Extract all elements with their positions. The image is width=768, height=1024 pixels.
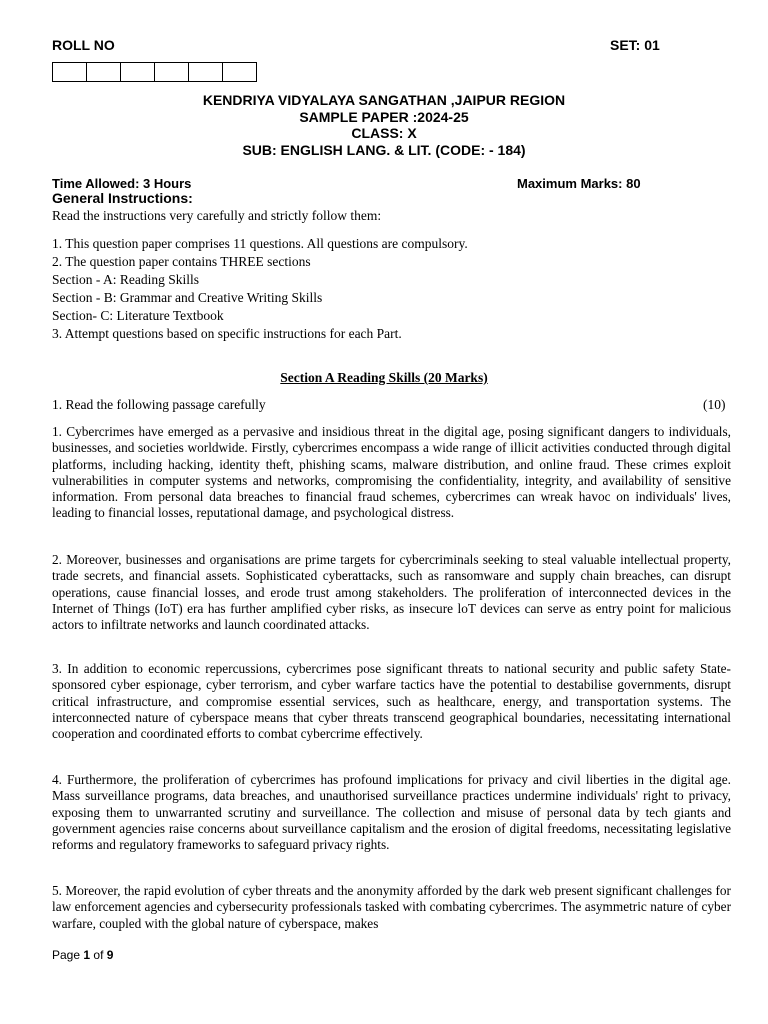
passage-paragraph: 3. In addition to economic repercussions, cybercrimes pose significant threats to national security and public safety State-sponsored cyber espionage, cyber terrorism, and cyber warfare tactics have the potential to destabilise governments, disrupt critical infrastructure, and compromise essential services, such as healthcare, energy, and transportation systems. The interconnected nature of cyberspace means that cyber threats transcend geographical boundaries, necessitating international cooperation and coordinated efforts to combat cybercrime effectively. <box>52 661 731 742</box>
roll-box <box>53 63 87 81</box>
roll-box <box>87 63 121 81</box>
roll-number-boxes <box>52 62 257 82</box>
roll-box <box>223 63 256 81</box>
instruction-item: 3. Attempt questions based on specific instructions for each Part. <box>52 326 402 341</box>
passage-paragraph: 2. Moreover, businesses and organisations are prime targets for cybercriminals seeking to steal valuable intellectual property, trade secrets, and financial assets. Sophisticated cyberattacks, such as ransomware and supply chain breaches, can disrupt operations, cause financial losses, and erode trust among stakeholders. The proliferation of interconnected devices in the Internet of Things (IoT) era has further amplified cyber risks, as insecure loT devices can serve as entry point for malicious actors to infiltrate networks and launch coordinated attacks. <box>52 552 731 633</box>
page-current: 1 <box>83 948 91 962</box>
class-title: CLASS: X <box>351 125 417 141</box>
subject-title: SUB: ENGLISH LANG. & LIT. (CODE: - 184) <box>242 142 526 158</box>
roll-box <box>155 63 189 81</box>
instruction-item: 2. The question paper contains THREE sections <box>52 254 311 269</box>
roll-box <box>189 63 223 81</box>
paper-title: SAMPLE PAPER :2024-25 <box>299 109 469 125</box>
passage-paragraph: 1. Cybercrimes have emerged as a pervasive and insidious threat in the digital age, posing significant dangers to individuals, businesses, and societies worldwide. Firstly, cybercrimes encompass a wide range of illicit activities conducted through digital platforms, including hacking, identity theft, phishing scams, malware distribution, and online fraud. These crimes exploit vulnerabilities in computer systems and networks, compromising the confidentiality, integrity, and availability of sensitive information. From personal data breaches to financial fraud schemes, cybercrimes can wreak havoc on individuals' lives, leading to financial losses, reputational damage, and psychological distress. <box>52 424 731 521</box>
roll-box <box>121 63 155 81</box>
passage-paragraph: 5. Moreover, the rapid evolution of cyber threats and the anonymity afforded by the dark web present significant challenges for law enforcement agencies and cybersecurity professionals tasked with combating cybercrimes. The asymmetric nature of cyber warfare, coupled with the global nature of cyberspace, makes <box>52 883 731 931</box>
question-1-prompt: 1. Read the following passage carefully <box>52 397 266 412</box>
page-total: 9 <box>106 948 114 962</box>
instruction-item: Section- C: Literature Textbook <box>52 308 224 323</box>
roll-no-label: ROLL NO <box>52 37 115 53</box>
school-title: KENDRIYA VIDYALAYA SANGATHAN ,JAIPUR REGION <box>202 92 566 108</box>
set-label: SET: 01 <box>610 37 660 53</box>
instruction-item: Section - A: Reading Skills <box>52 272 199 287</box>
instruction-item: 1. This question paper comprises 11 questions. All questions are compulsory. <box>52 236 468 251</box>
time-allowed: Time Allowed: 3 Hours <box>52 176 192 191</box>
passage-paragraph: 4. Furthermore, the proliferation of cybercrimes has profound implications for privacy and civil liberties in the digital age. Mass surveillance programs, data breaches, and unauthorised surveillance practices undermine individuals' right to privacy, exposing them to unwarranted scrutiny and surveillance. The collection and misuse of personal data by tech giants and government agencies raise concerns about surveillance capitalism and the erosion of digital freedoms, necessitating legislative reforms and regulatory frameworks to safeguard privacy rights. <box>52 772 731 853</box>
instruction-item: Section - B: Grammar and Creative Writing Skills <box>52 290 323 305</box>
page-footer <box>52 948 113 962</box>
instructions-intro: Read the instructions very carefully and strictly follow them: <box>52 208 382 223</box>
page-of: of <box>93 948 104 962</box>
instructions-heading: General Instructions: <box>52 190 193 206</box>
section-a-title: Section A Reading Skills (20 Marks) <box>280 370 488 385</box>
question-1-marks: (10) <box>703 397 726 412</box>
maximum-marks: Maximum Marks: 80 <box>517 176 641 191</box>
page-word: Page <box>52 948 81 962</box>
